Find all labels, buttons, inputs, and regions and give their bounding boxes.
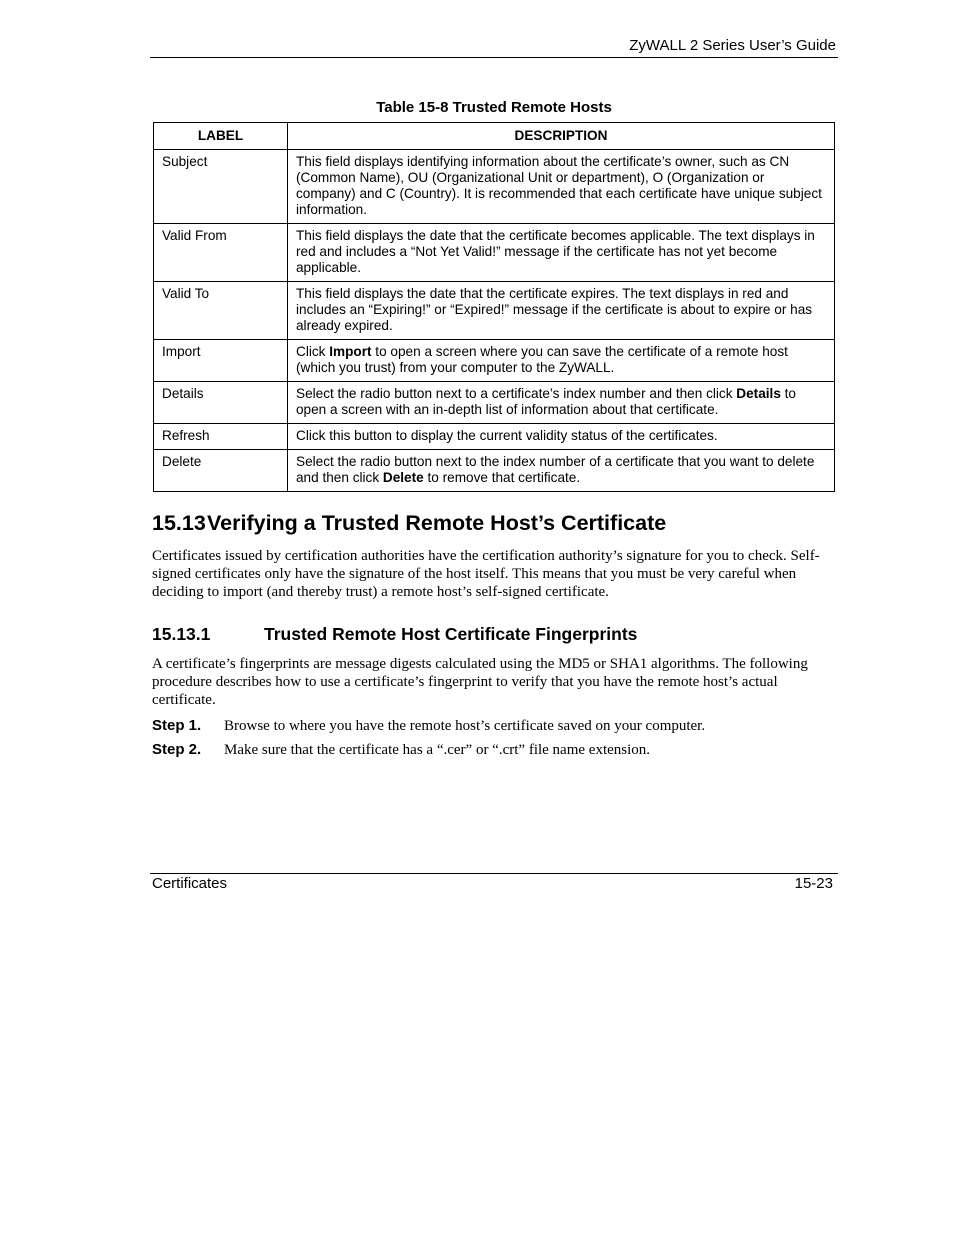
step-label: Step 1. — [152, 717, 202, 734]
section-number: 15.13 — [152, 511, 206, 535]
description-text: Select the radio button next to the index number of a certificate that you want to delete and then click — [296, 454, 815, 485]
table-row — [154, 282, 835, 340]
description-bold-term: Details — [736, 386, 781, 401]
step-item — [152, 741, 650, 759]
section-title: Verifying a Trusted Remote Host’s Certificate — [207, 511, 667, 535]
row-label: Valid From — [154, 224, 288, 282]
table-header-row — [154, 123, 835, 150]
table-row — [154, 340, 835, 382]
row-label: Subject — [154, 150, 288, 224]
row-description — [288, 450, 835, 492]
step-text: Make sure that the certificate has a “.cer” or “.crt” file name extension. — [224, 742, 651, 758]
row-description — [288, 340, 835, 382]
header-rule — [150, 57, 838, 58]
table-row — [154, 424, 835, 450]
row-label: Refresh — [154, 424, 288, 450]
description-bold-term: Import — [329, 344, 372, 359]
description-text: Select the radio button next to a certificate’s index number and then click — [296, 386, 737, 401]
table-row — [154, 150, 835, 224]
step-text: Browse to where you have the remote host’s certificate saved on your computer. — [224, 718, 706, 734]
description-text: Click — [296, 344, 330, 359]
row-description: Click this button to display the current validity status of the certificates. — [288, 424, 835, 450]
table-row — [154, 450, 835, 492]
description-text: to remove that certificate. — [423, 470, 581, 485]
trusted-remote-hosts-table — [153, 122, 835, 492]
row-description: This field displays identifying information about the certificate’s owner, such as CN (Common Name), OU (Organizational Unit or department), O (Organization or company) and C (Country). It is recommended that each certificate have unique subject information. — [288, 150, 835, 224]
row-label: Valid To — [154, 282, 288, 340]
table-caption: Table 15-8 Trusted Remote Hosts — [376, 99, 612, 116]
footer-rule — [150, 873, 838, 874]
table-row — [154, 224, 835, 282]
row-description: This field displays the date that the certificate expires. The text displays in red and includes an “Expiring!” or “Expired!” message if the certificate is about to expire or has already expired. — [288, 282, 835, 340]
footer-chapter: Certificates — [152, 875, 228, 892]
row-label: Details — [154, 382, 288, 424]
step-label: Step 2. — [152, 741, 202, 758]
description-text: to open a screen where you can save the certificate of a remote host (which you trust) from your computer to the ZyWALL. — [296, 344, 788, 375]
subsection-number: 15.13.1 — [152, 624, 211, 644]
description-text: to open a screen with an in-depth list of information about that certificate. — [296, 386, 796, 417]
section-heading — [152, 511, 666, 536]
row-label: Delete — [154, 450, 288, 492]
column-header-label: LABEL — [154, 123, 288, 150]
description-bold-term: Delete — [382, 470, 424, 485]
subsection-body: A certificate’s fingerprints are message digests calculated using the MD5 or SHA1 algorithms. The following procedure describes how to use a certificate’s fingerprint to verify that you have the remote host’s actual certificate. — [152, 656, 808, 708]
subsection-title: Trusted Remote Host Certificate Fingerprints — [264, 624, 638, 644]
row-description: This field displays the date that the certificate becomes applicable. The text displays in red and includes a “Not Yet Valid!” message if the certificate has not yet become applicable. — [288, 224, 835, 282]
running-header: ZyWALL 2 Series User’s Guide — [629, 37, 836, 54]
row-label: Import — [154, 340, 288, 382]
section-body: Certificates issued by certification authorities have the certification authority’s signature for you to check. Self-signed certificates only have the signature of the host itself. This means that you must be very careful when deciding to import (and thereby trust) a remote host’s self-signed certificate. — [152, 548, 820, 600]
subsection-heading — [152, 624, 637, 645]
column-header-description: DESCRIPTION — [288, 123, 835, 150]
table-row — [154, 382, 835, 424]
row-description — [288, 382, 835, 424]
footer-page-number: 15-23 — [794, 875, 833, 892]
step-item — [152, 717, 705, 735]
